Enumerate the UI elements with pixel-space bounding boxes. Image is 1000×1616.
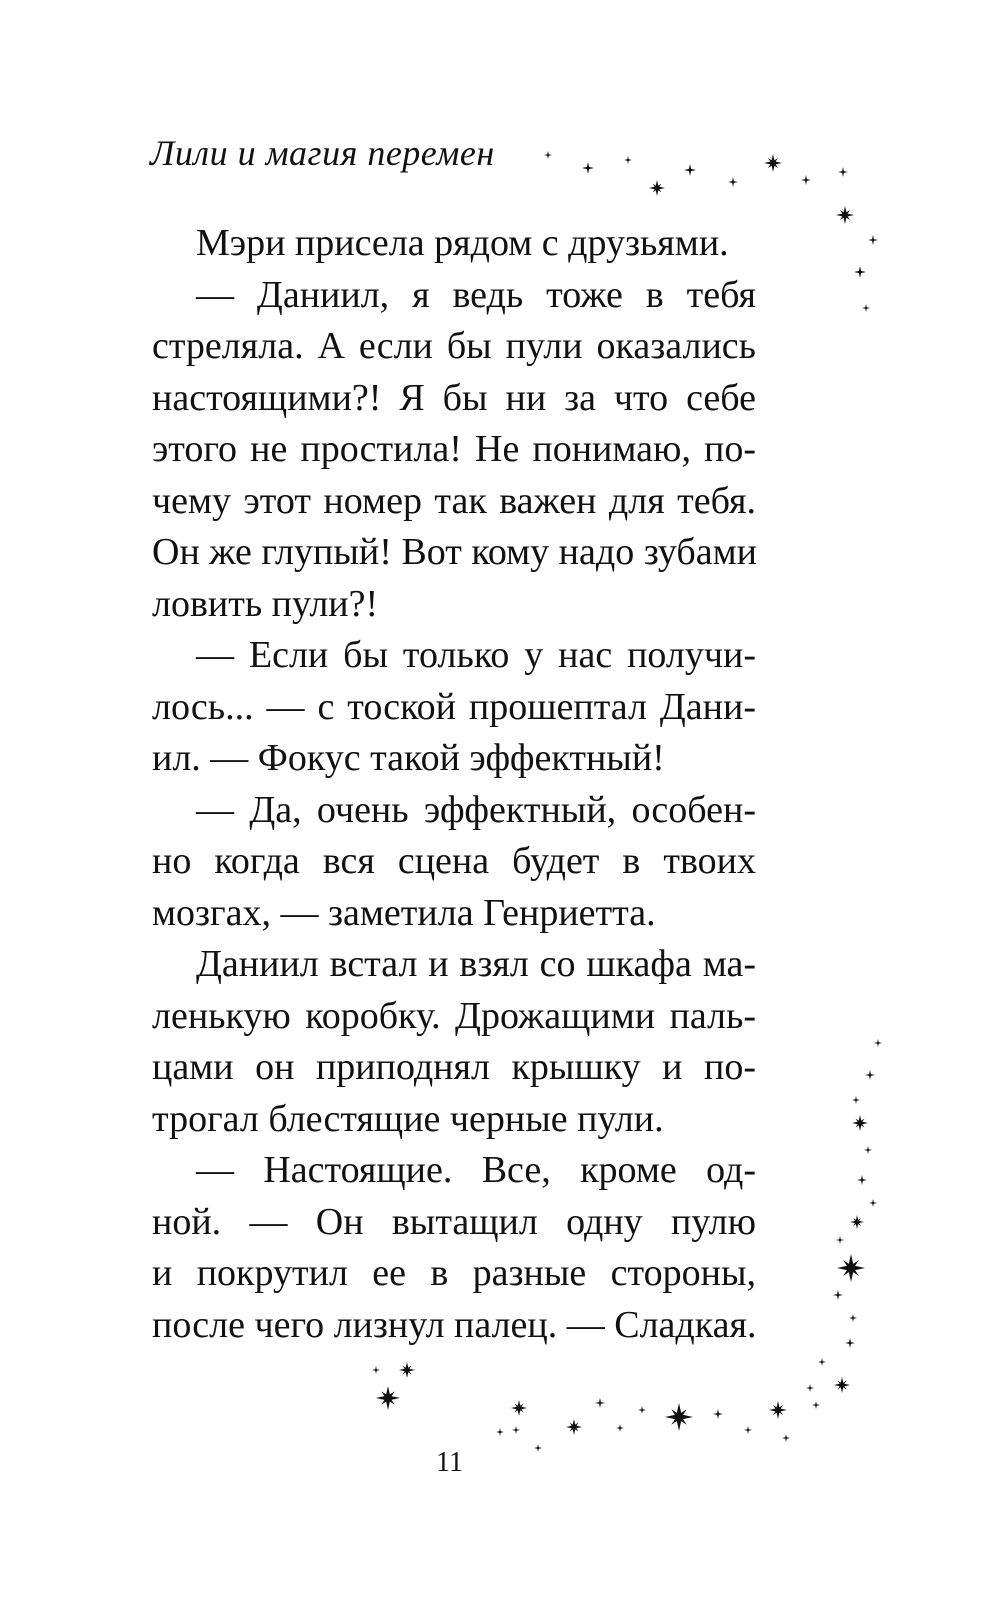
sparkle-star-ray-icon <box>768 158 778 168</box>
sparkle-star-icon <box>838 167 848 177</box>
sparkle-star-ray-icon <box>840 210 850 220</box>
sparkle-star-icon <box>874 1039 882 1047</box>
sparkle-star-icon <box>869 1199 877 1207</box>
sparkle-star-icon <box>399 1362 415 1378</box>
sparkle-star-ray-icon <box>853 1218 861 1226</box>
sparkle-star-ray-icon <box>671 1409 686 1424</box>
text-line: ил. — Фокус такой эффектный! <box>152 737 665 779</box>
sparkle-star-ray-icon <box>403 1366 412 1375</box>
sparkle-star-icon <box>812 1401 820 1409</box>
sparkle-star-icon <box>854 266 866 278</box>
sparkle-star-ray-icon <box>570 1423 579 1432</box>
sparkle-star-icon <box>595 1398 605 1408</box>
text-line: ленькую коробку. Дрожащими паль- <box>152 994 756 1037</box>
sparkle-star-icon <box>616 1424 624 1432</box>
sparkle-star-icon <box>764 154 782 172</box>
sparkle-star-ray-icon <box>843 1260 858 1275</box>
sparkle-star-icon <box>801 175 811 185</box>
text-line: этого не простила! Не понимаю, по- <box>152 428 756 470</box>
sparkle-star-icon <box>849 1314 857 1322</box>
sparkle-star-ray-icon <box>773 1405 783 1415</box>
sparkle-star-icon <box>728 177 738 187</box>
text-line: ной. — Он вытащил одну пулю <box>152 1200 756 1243</box>
text-line: стреляла. А если бы пули оказались <box>152 325 756 367</box>
text-line: чему этот номер так важен для тебя. <box>152 479 756 522</box>
sparkle-star-icon <box>837 1254 865 1282</box>
text-line: мозгах, — заметила Генриетта. <box>152 891 656 934</box>
sparkle-star-icon <box>857 1175 867 1185</box>
sparkle-star-icon <box>852 1115 868 1131</box>
sparkle-star-icon <box>806 1384 814 1392</box>
sparkle-star-icon <box>833 1290 843 1300</box>
sparkle-star-ray-icon <box>653 184 662 193</box>
sparkle-star-icon <box>852 1096 860 1104</box>
sparkle-star-icon <box>511 1400 527 1416</box>
running-title: Лили и магия перемен <box>150 133 495 173</box>
sparkle-star-icon <box>665 1403 693 1431</box>
sparkle-star-icon <box>582 162 594 174</box>
sparkle-star-ray-icon <box>856 1119 865 1128</box>
text-line: Он же глупый! Вот кому надо зубами <box>152 531 758 573</box>
sparkle-star-icon <box>865 1070 875 1080</box>
text-line: цами он приподнял крышку и по- <box>152 1046 756 1088</box>
text-line: настоящими?! Я бы ни за что себе <box>152 376 756 419</box>
page-number: 11 <box>436 1447 463 1478</box>
text-line: — Если бы только у нас получи- <box>196 634 756 676</box>
sparkle-star-icon <box>649 180 665 196</box>
sparkle-star-icon <box>864 1146 872 1154</box>
sparkle-star-icon <box>496 1428 504 1436</box>
sparkle-star-icon <box>544 151 552 159</box>
sparkle-star-icon <box>376 1386 400 1410</box>
sparkle-star-icon <box>862 304 870 312</box>
text-line: — Даниил, я ведь тоже в тебя <box>196 273 756 316</box>
text-line: лось... — с тоской прошептал Дани- <box>152 685 756 728</box>
sparkle-star-icon <box>566 1419 582 1435</box>
text-line: и покрутил ее в разные стороны, <box>152 1252 756 1294</box>
sparkle-star-icon <box>769 1401 787 1419</box>
text-line: ловить пули?! <box>152 582 379 625</box>
text-line: трогал блестящие черные пули. <box>152 1097 664 1140</box>
sparkle-star-icon <box>834 1377 850 1393</box>
sparkle-star-icon <box>638 1406 646 1414</box>
text-line: — Настоящие. Все, кроме од- <box>196 1149 756 1191</box>
text-line: после чего лизнул палец. — Сладкая. <box>152 1303 757 1346</box>
text-line: Мэри присела рядом с друзьями. <box>196 222 729 264</box>
text-line: но когда вся сцена будет в твоих <box>152 840 756 882</box>
sparkle-star-icon <box>512 1426 520 1434</box>
sparkle-star-icon <box>850 1215 864 1229</box>
sparkle-star-icon <box>818 1358 826 1366</box>
sparkle-star-ray-icon <box>515 1404 524 1413</box>
text-line: Даниил встал и взял со шкафа ма- <box>196 943 756 985</box>
sparkle-star-icon <box>684 164 696 176</box>
sparkle-star-icon <box>372 1366 380 1374</box>
sparkle-star-icon <box>782 1434 790 1442</box>
body-text <box>152 218 756 1351</box>
text-line: — Да, очень эффектный, особен- <box>196 788 756 831</box>
sparkle-star-ray-icon <box>838 1381 847 1390</box>
sparkle-star-icon <box>845 1338 855 1348</box>
sparkle-star-icon <box>836 1236 844 1244</box>
sparkle-star-ray-icon <box>381 1391 394 1404</box>
sparkle-star-icon <box>868 235 878 245</box>
sparkle-star-icon <box>713 1409 723 1419</box>
sparkle-star-icon <box>836 206 854 224</box>
sparkle-star-icon <box>624 156 632 164</box>
sparkle-star-icon <box>534 1444 542 1452</box>
sparkle-star-icon <box>744 1426 752 1434</box>
